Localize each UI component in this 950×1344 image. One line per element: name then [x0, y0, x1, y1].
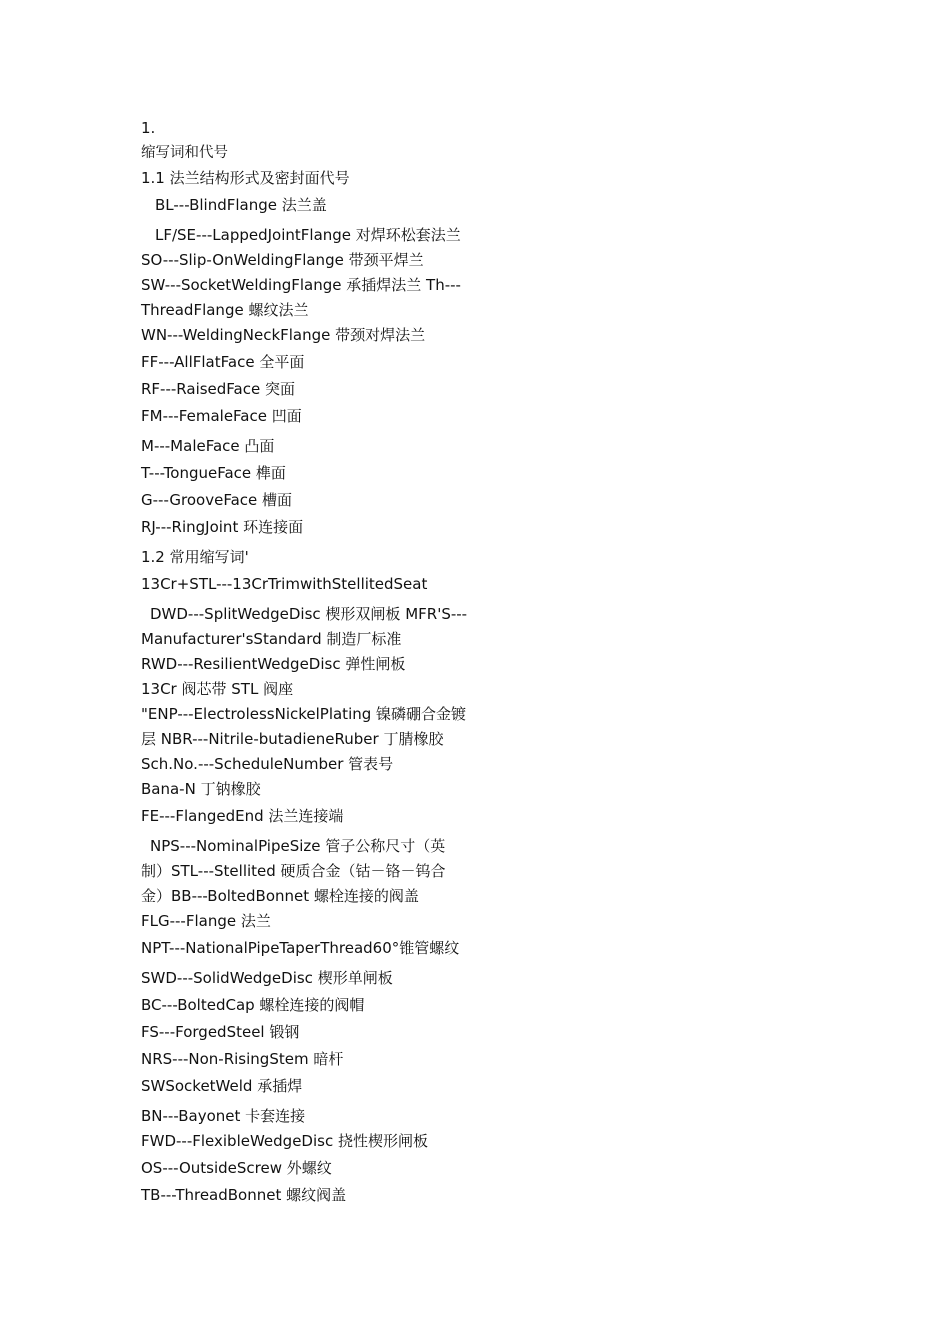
text-line: 13Cr+STL---13CrTrimwithStellitedSeat: [141, 575, 428, 593]
text-line: "ENP---ElectrolessNickelPlating 镍磷硼合金镀: [141, 705, 467, 723]
text-line: SWSocketWeld 承插焊: [141, 1077, 303, 1095]
text-line: FM---FemaleFace 凹面: [141, 407, 302, 425]
text-line: Manufacturer'sStandard 制造厂标准: [141, 630, 402, 648]
text-line: OS---OutsideScrew 外螺纹: [141, 1159, 332, 1177]
text-line: NPS---NominalPipeSize 管子公称尺寸（英: [150, 837, 446, 855]
subsection-title: 1.1 法兰结构形式及密封面代号: [141, 169, 350, 187]
text-line: DWD---SplitWedgeDisc 楔形双闸板 MFR'S---: [150, 605, 468, 623]
text-line: FS---ForgedSteel 锻钢: [141, 1023, 300, 1041]
text-line: LF/SE---LappedJointFlange 对焊环松套法兰: [155, 226, 461, 244]
text-line: SO---Slip-OnWeldingFlange 带颈平焊兰: [141, 251, 424, 269]
section-number: 1.: [141, 119, 156, 137]
text-line: M---MaleFace 凸面: [141, 437, 275, 455]
text-line: RWD---ResilientWedgeDisc 弹性闸板: [141, 655, 406, 673]
text-line: 层 NBR---Nitrile-butadieneRuber 丁腈橡胶: [141, 730, 444, 748]
text-line: SW---SocketWeldingFlange 承插焊法兰 Th---: [141, 276, 461, 294]
text-line: WN---WeldingNeckFlange 带颈对焊法兰: [141, 326, 426, 344]
text-line: TB---ThreadBonnet 螺纹阀盖: [141, 1186, 347, 1204]
text-line: BC---BoltedCap 螺栓连接的阀帽: [141, 996, 365, 1014]
subsection-title: 1.2 常用缩写词': [141, 548, 249, 566]
text-line: Sch.No.---ScheduleNumber 管表号: [141, 755, 394, 773]
text-line: FWD---FlexibleWedgeDisc 挠性楔形闸板: [141, 1132, 428, 1150]
text-line: Bana-N 丁钠橡胶: [141, 780, 261, 798]
text-line: G---GrooveFace 槽面: [141, 491, 293, 509]
text-line: BL---BlindFlange 法兰盖: [155, 196, 327, 214]
text-line: FF---AllFlatFace 全平面: [141, 353, 305, 371]
text-line: 金）BB---BoltedBonnet 螺栓连接的阀盖: [141, 887, 419, 905]
text-line: ThreadFlange 螺纹法兰: [141, 301, 309, 319]
document-body: [141, 116, 501, 1208]
text-line: NRS---Non-RisingStem 暗杆: [141, 1050, 344, 1068]
section-title: 缩写词和代号: [141, 145, 228, 161]
text-line: FE---FlangedEnd 法兰连接端: [141, 807, 344, 825]
text-line: SWD---SolidWedgeDisc 楔形单闸板: [141, 969, 393, 987]
text-line: NPT---NationalPipeTaperThread60°锥管螺纹: [141, 939, 460, 957]
text-line: 制）STL---Stellited 硬质合金（钴－铬－钨合: [141, 862, 446, 880]
text-line: T---TongueFace 榫面: [141, 464, 286, 482]
text-line: RF---RaisedFace 突面: [141, 380, 295, 398]
text-line: BN---Bayonet 卡套连接: [141, 1107, 306, 1125]
text-line: 13Cr 阀芯带 STL 阀座: [141, 680, 294, 698]
text-line: RJ---RingJoint 环连接面: [141, 518, 304, 536]
text-line: FLG---Flange 法兰: [141, 912, 271, 930]
